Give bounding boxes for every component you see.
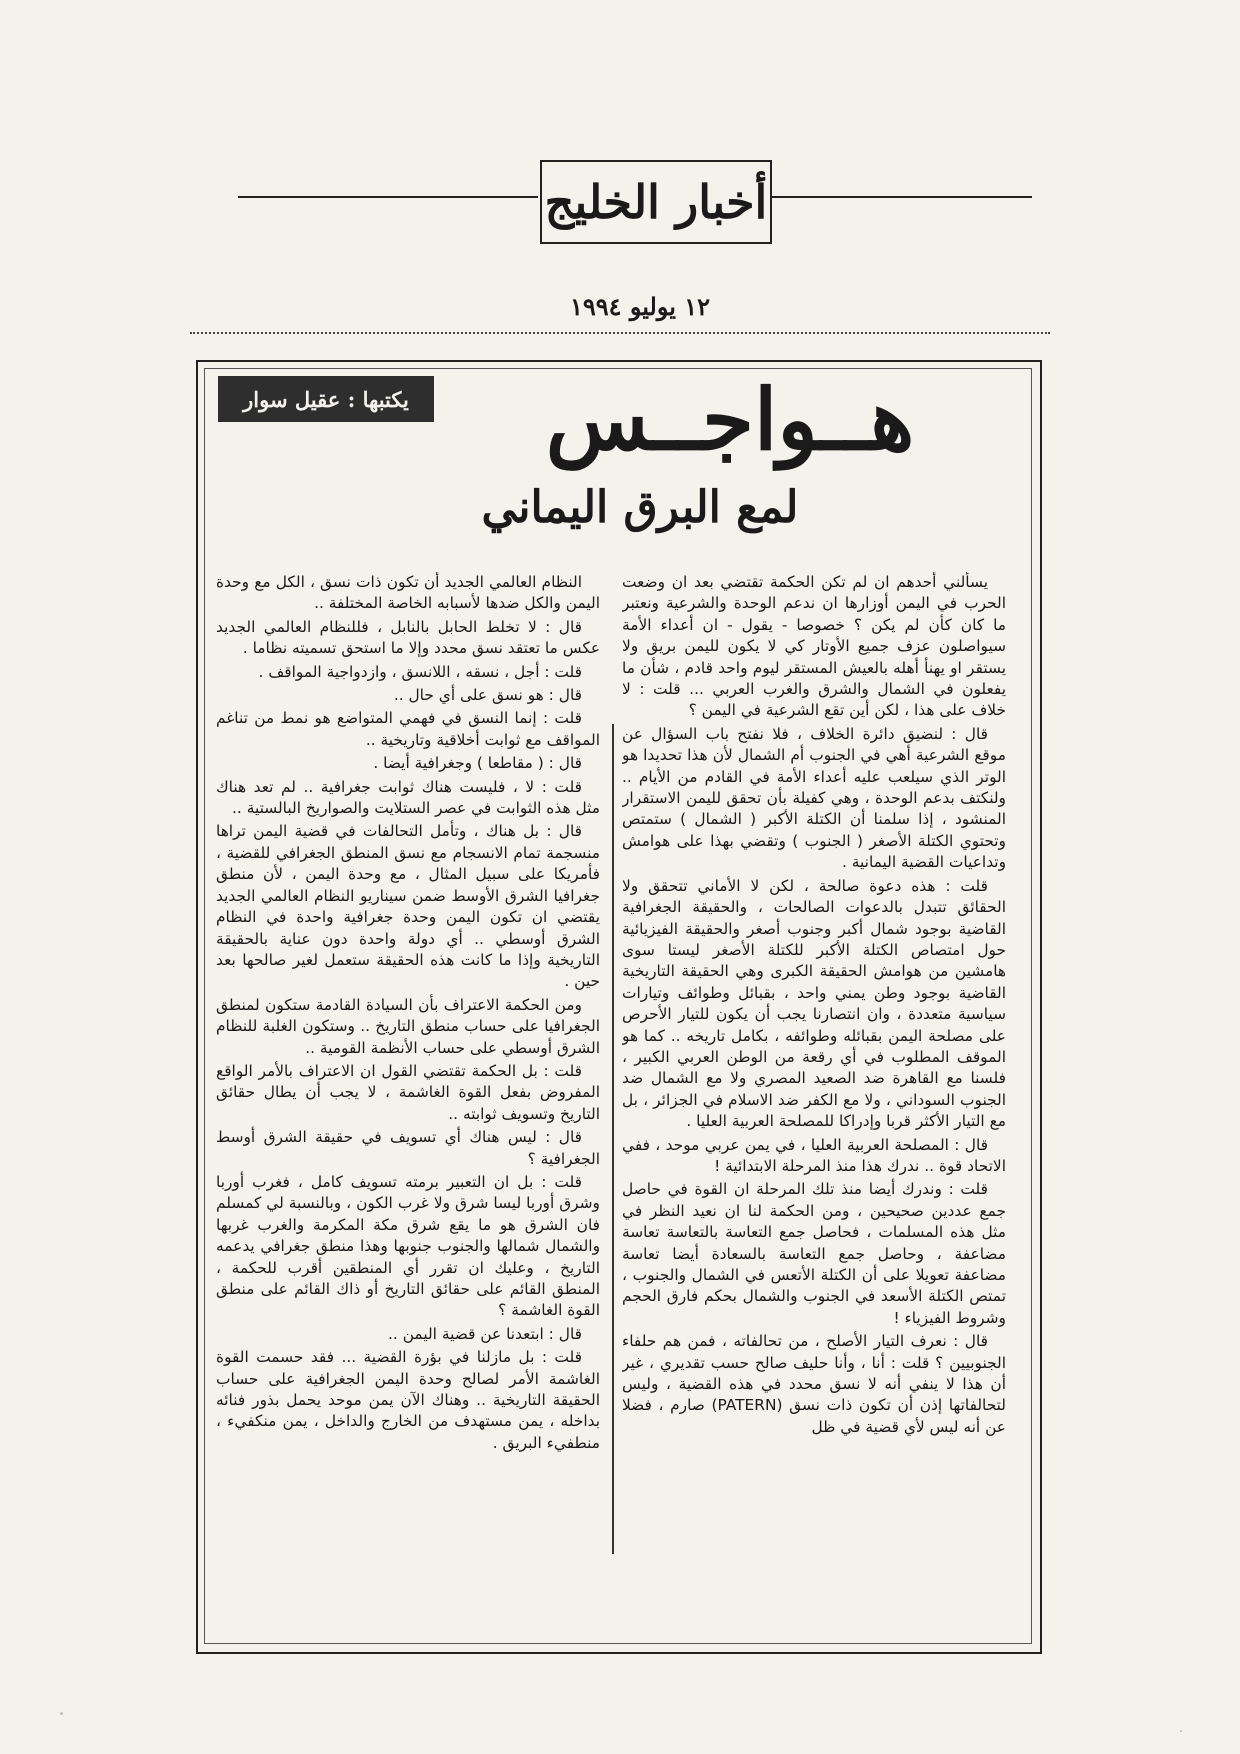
paragraph: ومن الحكمة الاعتراف بأن السيادة القادمة ستكون لمنطق الجغرافيا على حساب منطق التاريخ .. وستكون الغلبة للنظام الشرق أوسطي على حساب الأنظمة القومية ..: [216, 995, 600, 1057]
paragraph: قال : نعرف التيار الأصلح ، من تحالفاته ، فمن هم حلفاء الجنوبيين ؟ قلت : أنا ، وأنا حليف صالح حسب تقديري ، غير أن هذا لا ينفي أنه لا نسق محدد في هذه القضية ، وليس لتحالفاتها إذن أن تكون ذات نسق (PATERN) صارم ، فضلا عن أنه ليس لأي قضية في ظل: [622, 1332, 1006, 1436]
article-subheadline: لمع البرق اليماني: [481, 482, 799, 533]
paragraph: قال : المصلحة العربية العليا ، في يمن عربي موحد ، ففي الاتحاد قوة .. ندرك هذا منذ المرحلة الابتدائية !: [622, 1135, 1006, 1175]
article-headline: هــواجــس: [545, 370, 915, 469]
paragraph: قلت : لا ، فليست هناك ثوابت جغرافية .. لم تعد هناك مثل هذه الثوابت في عصر الستلايت والصواريخ البالستية ..: [216, 777, 600, 818]
publication-date: ١٢ يوليو ١٩٩٤: [569, 292, 711, 321]
paragraph: النظام العالمي الجديد أن تكون ذات نسق ، الكل مع وحدة اليمن والكل ضدها لأسبابه الخاصة المختلفة ..: [216, 573, 600, 613]
paragraph: قال : بل هناك ، وتأمل التحالفات في قضية اليمن تراها منسجمة تمام الانسجام مع نسق المنطق الجغرافي للقضية ، فأمريكا على سبيل المثال ، مع وحدة اليمن ، لأن منطق جغرافيا الشرق الأوسط ضمن سيناريو النظام العالمي الجديد يقتضي ان تكون اليمن وحدة جغرافية واحدة في النظام الشرق أوسطي .. أي دولة واحدة دون عناية بالحقيقة التاريخية وإذا ما كانت هذه الحقيقة ستعمل لغير صالحها بعد حين .: [216, 822, 600, 991]
article-column-left: [216, 572, 600, 1634]
paragraph: قلت : إنما النسق في فهمي المتواضع هو نمط من تناغم المواقف مع ثوابت أخلاقية وتاريخية ..: [216, 709, 600, 749]
paragraph: قال : ابتعدنا عن قضية اليمن ..: [388, 1324, 582, 1343]
paragraph: يسألني أحدهم ان لم تكن الحكمة تقتضي بعد ان وضعت الحرب في اليمن أوزارها ان ندعم الوحدة والشرعية ونعتبر ما كان كأن لم يكن ؟ خصوصا - يقول - ان أعداء الأمة سيواصلون عزف جميع الأوتار كي لا يكون لليمن بريق ولا يستقر او يهنأ أهله بالعيش المستقر ليوم واحد قادم ، شأن ما يفعلون في الشمال والشرق والغرب العربي ... قلت : لا خلاف على هذا ، لكن أين تقع الشرعية في اليمن ؟: [622, 573, 1006, 720]
paragraph: قال : ( مقاطعا ) وجغرافية أيضا .: [373, 754, 582, 773]
article-column-right: [622, 572, 1006, 1634]
paragraph: قلت : أجل ، نسقه ، اللانسق ، وازدواجية المواقف .: [258, 662, 582, 681]
paragraph: قلت : بل مازلنا في بؤرة القضية ... فقد حسمت القوة الغاشمة الأمر لصالح وحدة اليمن الجغرافية على حساب الحقيقة التاريخية .. وهناك الآن يمن موحد يحمل بذور فنائه بداخله ، يمن مستهدف من الخارج والداخل ، يمن منكفيء ، منطفيء البريق .: [216, 1348, 600, 1452]
paragraph: قال : ليس هناك أي تسويف في حقيقة الشرق أوسط الجغرافية ؟: [216, 1128, 600, 1168]
scan-speck: [60, 1712, 63, 1715]
masthead-rule-right: [770, 196, 1032, 198]
paragraph: قلت : وندرك أيضا منذ تلك المرحلة ان القوة في حاصل جمع عددين صحيحين ، ومن الحكمة لنا ان نعيد النظر في مثل هذه المسلمات ، فحاصل جمع التعاسة بالتعاسة تعاسة مضاعفة ، وحاصل جمع التعاسة بالسعادة أيضا تعاسة مضاعفة تعويلا على أن الكتلة الأتعس في الشمال والجنوب ، تمتص الكتلة الأسعد في الجنوب والشمال بحكم فارق الحجم وشروط الفيزياء !: [622, 1180, 1006, 1327]
paragraph: قلت : بل ان التعبير برمته تسويف كامل ، فغرب أوربا وشرق أوربا ليسا شرق ولا غرب الكون ، وبالنسبة لي كمسلم فان الشرق هو ما يقع شرق مكة المكرمة والغرب غربها والشمال شمالها والجنوب جنوبها وهذا منطق جغرافي يدعمه التاريخ ، وعليك ان تقرر أي المنطقين أقرب للحكمة ، المنطق القائم على حقائق التاريخ أو ذاك القائم على منطق القوة الغاشمة ؟: [216, 1172, 600, 1320]
author-byline: يكتبها : عقيل سوار: [218, 376, 434, 422]
paragraph: قال : لنضيق دائرة الخلاف ، فلا نفتح باب السؤال عن موقع الشرعية أهي في الجنوب أم الشمال لأن هذا تحديدا هو الوتر الذي سيلعب عليه أعداء الأمة في القادم من الأيام .. ولنكتف بدعم الوحدة ، وهي كفيلة بأن تحقق لليمن الاستقرار المنشود ، إذا سلمنا أن الكتلة الأكبر ( الشمال ) ستمتص وتحتوي الكتلة الأصغر ( الجنوب ) وتقضي بهذا على هوامش وتداعيات القضية اليمانية .: [622, 724, 1006, 872]
paragraph: قال : لا تخلط الحابل بالنابل ، فللنظام العالمي الجديد عكس ما تعتقد نسق محدد وإلا ما استحق تسميته نظاما .: [216, 617, 600, 658]
paragraph: قال : هو نسق على أي حال ..: [393, 686, 582, 705]
column-divider: [612, 724, 614, 1554]
paragraph: قلت : هذه دعوة صالحة ، لكن لا الأماني تتحقق ولا الحقائق تتبدل بالدعوات الصالحات ، والحقيقة الجغرافية القاضية بوجود شمال أكبر وجنوب أصغر والحقيقة الفيزيائية حول امتصاص الكتلة الأكبر للكتلة الأصغر ليستا سوى هامشين من هوامش الحقيقة الكبرى وهي الحقيقة التاريخية القاضية بوجود وطن يمني واحد ، بقبائل وطوائف وتيارات سياسية متعددة ، وان انتصارنا يجب أن يكون للتيار الأحرص على مصلحة اليمن بقبائله وطوائفه ، بكامل تاريخه .. كما هو الموقف المطلوب في أي رقعة من الوطن العربي الكبير ، فلسنا مع القاهرة ضد الصعيد المصري ولا مع الشمال ضد الجنوب السوداني ، ولا مع الكفر ضد الاسلام في الجزائر ، بل مع التيار الأكثر قربا وإدراكا للمصلحة العربية العليا .: [622, 876, 1006, 1131]
paragraph: قلت : بل الحكمة تقتضي القول ان الاعتراف بالأمر الواقع المفروض بفعل القوة الغاشمة ، لا يجب أن يطال حقائق التاريخ وتسويف ثوابته ..: [216, 1061, 600, 1123]
dotted-separator: [190, 332, 1050, 334]
scan-speck: [1180, 1730, 1182, 1732]
newspaper-logo: أخبار الخليج: [540, 160, 772, 244]
masthead-rule-left: [238, 196, 538, 198]
